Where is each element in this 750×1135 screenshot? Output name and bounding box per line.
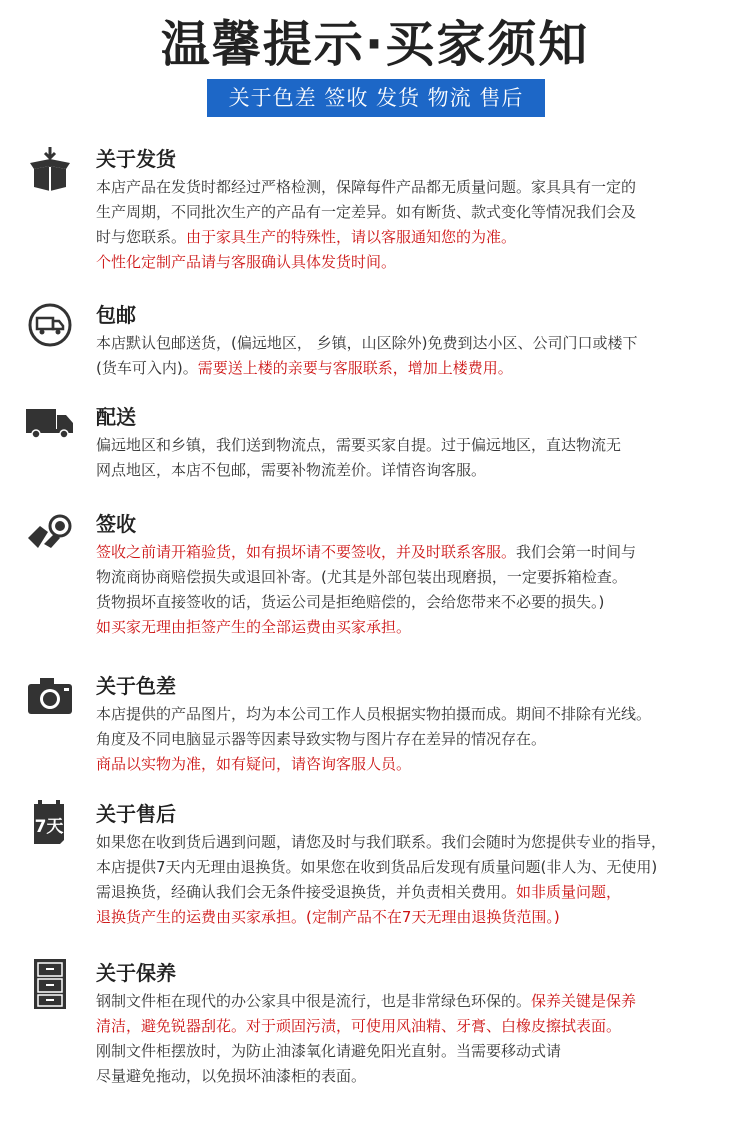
seven-days-icon [26, 800, 74, 848]
section-title: 关于售后 [96, 802, 176, 826]
text-line: 尽量避免拖动，以免损坏油漆柜的表面。 [96, 1067, 367, 1085]
text-line: 本店提供7天内无理由退换货。如果您在收到货品后发现有质量问题(非人为、无使用) [96, 858, 658, 876]
text-line: 钢制文件柜在现代的办公家具中很是流行，也是非常绿色环保的。保养关键是保养 [96, 992, 637, 1010]
text-line: 需退换货，经确认我们会无条件接受退换货，并负责相关费用。如非质量问题， [96, 883, 622, 901]
text-line: 偏远地区和乡镇，我们送到物流点，需要买家自提。过于偏远地区，直达物流无 [96, 436, 622, 454]
handshake-icon [26, 510, 74, 558]
text-line: 生产周期，不同批次生产的产品有一定差异。如有断货、款式变化等情况我们会及 [96, 203, 637, 221]
text-line: 角度及不同电脑显示器等因素导致实物与图片存在差异的情况存在。 [96, 730, 547, 748]
section-text [96, 702, 726, 777]
section-title: 配送 [96, 405, 136, 429]
text-line: 物流商协商赔偿损失或退回补寄。(尤其是外部包装出现磨损，一定要拆箱检查。 [96, 568, 627, 586]
text-line: 签收之前请开箱验货，如有损坏请不要签收，并及时联系客服。我们会第一时间与 [96, 543, 637, 561]
truck-icon [26, 403, 74, 451]
text-line: 货物损坏直接签收的话，货运公司是拒绝赔偿的，会给您带来不必要的损失。) [96, 593, 605, 611]
text-line: 清洁，避免锐器刮花。对于顽固污渍，可使用风油精、牙膏、白橡皮擦拭表面。 [96, 1017, 622, 1035]
camera-icon [26, 672, 74, 720]
delivery-truck-circle-icon [26, 301, 74, 349]
text-line: 刚制文件柜摆放时，为防止油漆氧化请避免阳光直射。当需要移动式请 [96, 1042, 562, 1060]
text-line: 商品以实物为准，如有疑问，请咨询客服人员。 [96, 755, 412, 773]
section-text [96, 175, 726, 275]
text-line: 本店默认包邮送货，(偏远地区， 乡镇，山区除外)免费到达小区、公司门口或楼下 [96, 334, 638, 352]
text-line: 个性化定制产品请与客服确认具体发货时间。 [96, 253, 397, 271]
text-line: 网点地区，本店不包邮，需要补物流差价。详情咨询客服。 [96, 461, 487, 479]
text-line: 退换货产生的运费由买家承担。(定制产品不在7天无理由退换货范围。) [96, 908, 560, 926]
text-line: 如果您在收到货后遇到问题，请您及时与我们联系。我们会随时为您提供专业的指导， [96, 833, 667, 851]
text-line: 时与您联系。由于家具生产的特殊性，请以客服通知您的为准。 [96, 228, 517, 246]
section-text [96, 540, 726, 640]
section-title: 关于色差 [96, 674, 176, 698]
section-text [96, 433, 726, 483]
section-title: 包邮 [96, 303, 136, 327]
text-line: 本店产品在发货时都经过严格检测，保障每件产品都无质量问题。家具具有一定的 [96, 178, 637, 196]
box-icon [26, 145, 74, 193]
section-title: 关于发货 [96, 147, 176, 171]
page-title: 温馨提示·买家须知 [160, 16, 590, 73]
section-title: 签收 [96, 512, 136, 536]
text-line: (货车可入内)。需要送上楼的亲要与客服联系，增加上楼费用。 [96, 359, 513, 377]
filing-cabinet-icon [26, 959, 74, 1007]
section-title: 关于保养 [96, 961, 176, 985]
svg-text:7天: 7天 [34, 817, 64, 837]
section-text [96, 331, 726, 381]
section-text [96, 830, 726, 930]
section-text [96, 989, 726, 1089]
text-line: 如买家无理由拒签产生的全部运费由买家承担。 [96, 618, 412, 636]
subtitle-banner: 关于色差 签收 发货 物流 售后 [207, 79, 545, 117]
text-line: 本店提供的产品图片，均为本公司工作人员根据实物拍摄而成。期间不排除有光线。 [96, 705, 652, 723]
